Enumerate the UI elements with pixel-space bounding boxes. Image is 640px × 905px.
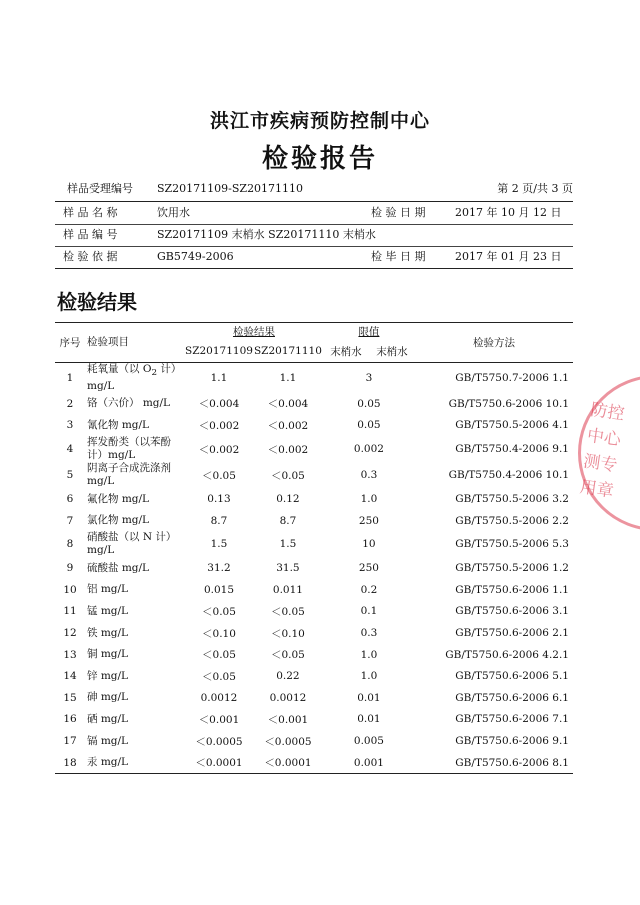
row-item: 氯化物 mg/L [87, 514, 150, 527]
table-row [55, 363, 573, 394]
row-result-a: ＜0.05 [202, 670, 236, 683]
row-method: GB/T5750.5-2006 3.2 [455, 493, 569, 506]
info-block [55, 202, 573, 268]
row-limit: 0.1 [360, 605, 378, 618]
table-row [55, 436, 573, 462]
header-no: 序号 [55, 323, 85, 363]
row-item: 锰 mg/L [87, 604, 129, 617]
table-row [55, 687, 573, 709]
sample-accept-row [55, 178, 573, 200]
row-limit: 1.0 [360, 493, 378, 506]
row-item: 硝酸盐（以 N 计）mg/L [87, 531, 177, 557]
row-result-b: 8.7 [279, 514, 297, 527]
row-method: GB/T5750.6-2006 7.1 [455, 713, 569, 726]
row-no: 7 [66, 514, 74, 527]
row-result-a: 31.2 [207, 562, 231, 575]
row-result-b: ＜0.05 [270, 605, 305, 618]
row-result-a: ＜0.001 [198, 713, 240, 726]
row-no: 11 [63, 605, 77, 618]
row-result-b: ＜0.05 [270, 649, 305, 662]
table-row [55, 752, 573, 774]
table-row [55, 393, 573, 415]
header-sample-b: SZ20171110 [253, 340, 323, 363]
row-no: 8 [66, 538, 74, 551]
row-limit: 3 [365, 372, 373, 385]
row-limit: 0.01 [357, 713, 381, 726]
row-method: GB/T5750.5-2006 1.2 [455, 562, 569, 575]
row-item: 砷 mg/L [87, 691, 129, 704]
row-result-a: ＜0.05 [202, 605, 236, 618]
finish-date-value: 2017 年 01 月 23 日 [455, 250, 562, 263]
row-result-b: ＜0.05 [270, 469, 305, 482]
row-method: GB/T5750.6-2006 4.2.1 [445, 648, 569, 661]
header-sample-a: SZ20171109 [185, 340, 253, 363]
row-no: 13 [63, 648, 77, 661]
row-item: 铝 mg/L [87, 583, 129, 596]
row-item: 硒 mg/L [87, 712, 129, 725]
row-method: GB/T5750.4-2006 10.1 [448, 469, 569, 482]
section-title: 检验结果 [57, 290, 137, 314]
row-item: 氰化物 mg/L [87, 418, 150, 431]
row-item: 镉 mg/L [87, 734, 129, 747]
table-row [55, 557, 573, 579]
row-result-a: 1.5 [210, 538, 228, 551]
row-result-a: 0.015 [203, 583, 234, 596]
table-row [55, 665, 573, 687]
header-results: 检验结果 [232, 326, 275, 338]
row-limit: 0.2 [360, 583, 378, 596]
row-item: 铜 mg/L [87, 648, 129, 661]
row-limit: 0.005 [353, 735, 384, 748]
row-no: 4 [66, 443, 74, 456]
sample-name-label: 样 品 名 称 [63, 206, 118, 219]
results-table [55, 323, 573, 774]
finish-date-label: 检 毕 日 期 [371, 250, 426, 263]
row-no: 12 [63, 627, 77, 640]
header-limit-2: 末梢水 [369, 340, 415, 363]
row-method: GB/T5750.4-2006 9.1 [455, 443, 569, 456]
test-date-label: 检 验 日 期 [371, 206, 426, 219]
row-result-b: ＜0.002 [267, 419, 309, 432]
row-result-b: 0.0012 [269, 691, 307, 704]
row-method: GB/T5750.6-2006 9.1 [455, 735, 569, 748]
row-result-a: ＜0.0005 [195, 735, 243, 748]
sample-accept-value: SZ20171109-SZ20171110 [157, 182, 304, 195]
sample-accept-label: 样品受理编号 [67, 182, 133, 195]
row-limit: 0.001 [323, 752, 415, 774]
row-method: GB/T5750.5-2006 2.2 [455, 514, 569, 527]
row-result-a: 0.13 [207, 493, 231, 506]
row-result-a: 8.7 [210, 514, 228, 527]
row-result-b: 0.12 [276, 493, 300, 506]
row-result-b: ＜0.002 [267, 443, 309, 456]
row-result-b: 1.5 [279, 538, 297, 551]
row-method: GB/T5750.5-2006 5.3 [455, 538, 569, 551]
row-item: 挥发酚类（以苯酚计）mg/L [87, 436, 171, 462]
row-item: 铬（六价） mg/L [87, 397, 171, 410]
test-date-value: 2017 年 10 月 12 日 [455, 206, 562, 219]
row-result-a: ＜0.05 [202, 649, 236, 662]
row-limit: 0.3 [360, 627, 378, 640]
page-info: 第 2 页/共 3 页 [497, 182, 573, 195]
sample-no-label: 样 品 编 号 [63, 228, 118, 241]
row-result-b: 0.011 [272, 583, 303, 596]
row-result-a: ＜0.05 [202, 469, 236, 482]
row-limit: 1.0 [360, 670, 378, 683]
row-no: 15 [63, 691, 77, 704]
table-row [55, 415, 573, 437]
table-row [55, 644, 573, 666]
row-limit: 10 [362, 538, 376, 551]
table-row [55, 579, 573, 601]
row-limit: 0.05 [357, 419, 381, 432]
row-no: 10 [63, 583, 77, 596]
row-limit: 0.01 [357, 691, 381, 704]
row-limit: 0.05 [357, 397, 381, 410]
basis-value: GB5749-2006 [157, 250, 234, 263]
seal-text: 防控中心 测专用章 [578, 399, 626, 502]
table-row [55, 488, 573, 510]
report-title: 检验报告 [261, 144, 378, 174]
table-row [55, 709, 573, 731]
row-item: 汞 mg/L [85, 752, 185, 774]
table-row [55, 531, 573, 557]
row-method: GB/T5750.7-2006 1.1 [455, 372, 569, 385]
row-limit: 250 [358, 514, 379, 527]
row-item: 锌 mg/L [87, 669, 129, 682]
row-result-a: 1.1 [210, 372, 228, 385]
row-method: GB/T5750.6-2006 6.1 [455, 691, 569, 704]
divider [55, 268, 573, 269]
row-method: GB/T5750.5-2006 4.1 [455, 419, 569, 432]
row-no: 1 [66, 372, 74, 385]
table-row [55, 510, 573, 532]
row-method: GB/T5750.6-2006 10.1 [448, 397, 569, 410]
organization-name: 洪江市疾病预防控制中心 [209, 110, 430, 132]
row-method: GB/T5750.6-2006 5.1 [455, 670, 569, 683]
row-result-a: ＜0.004 [198, 398, 240, 411]
row-item: 铁 mg/L [87, 626, 129, 639]
row-no: 14 [63, 670, 77, 683]
row-no: 9 [66, 562, 74, 575]
row-result-b: 0.22 [276, 670, 300, 683]
row-result-b: ＜0.0005 [264, 735, 312, 748]
row-item: 阴离子合成洗涤剂 mg/L [87, 462, 171, 488]
row-result-b: ＜0.004 [267, 398, 309, 411]
row-limit: 0.002 [353, 443, 384, 456]
header-method: 检验方法 [415, 323, 573, 363]
row-result-b: ＜0.10 [270, 627, 305, 640]
table-row [55, 601, 573, 623]
row-method: GB/T5750.6-2006 8.1 [415, 752, 573, 774]
row-result-b: ＜0.0001 [253, 752, 323, 774]
row-method: GB/T5750.6-2006 3.1 [455, 605, 569, 618]
row-no: 17 [63, 735, 77, 748]
header-item: 检验项目 [85, 323, 185, 363]
row-result-a: ＜0.0001 [185, 752, 253, 774]
table-row [55, 462, 573, 488]
table-row [55, 622, 573, 644]
row-method: GB/T5750.6-2006 1.1 [455, 583, 569, 596]
row-method: GB/T5750.6-2006 2.1 [455, 627, 569, 640]
row-result-a: ＜0.002 [198, 443, 240, 456]
row-no: 6 [66, 493, 74, 506]
row-no: 18 [55, 752, 85, 774]
row-no: 16 [63, 713, 77, 726]
row-limit: 250 [358, 562, 379, 575]
row-result-a: ＜0.10 [202, 627, 236, 640]
divider [55, 224, 573, 225]
row-result-a: ＜0.002 [198, 419, 240, 432]
row-no: 3 [66, 419, 74, 432]
sample-no-value: SZ20171109 末梢水 SZ20171110 末梢水 [157, 228, 376, 241]
row-no: 5 [66, 469, 74, 482]
table-row [55, 730, 573, 752]
row-result-b: ＜0.001 [267, 713, 309, 726]
header-limit-1: 末梢水 [323, 340, 369, 363]
row-item: 耗氧量（以 $O_2$ 计）mg/L [87, 363, 182, 393]
row-limit: 1.0 [360, 648, 378, 661]
row-result-b: 31.5 [276, 562, 300, 575]
sample-name-value: 饮用水 [157, 206, 190, 219]
row-item: 硫酸盐 mg/L [87, 561, 150, 574]
row-no: 2 [66, 397, 74, 410]
row-limit: 0.3 [360, 469, 378, 482]
divider [55, 246, 573, 247]
header-limit: 限值 [358, 326, 380, 338]
row-item: 氟化物 mg/L [87, 492, 150, 505]
basis-label: 检 验 依 据 [63, 250, 118, 263]
row-result-a: 0.0012 [200, 691, 238, 704]
row-result-b: 1.1 [279, 372, 297, 385]
